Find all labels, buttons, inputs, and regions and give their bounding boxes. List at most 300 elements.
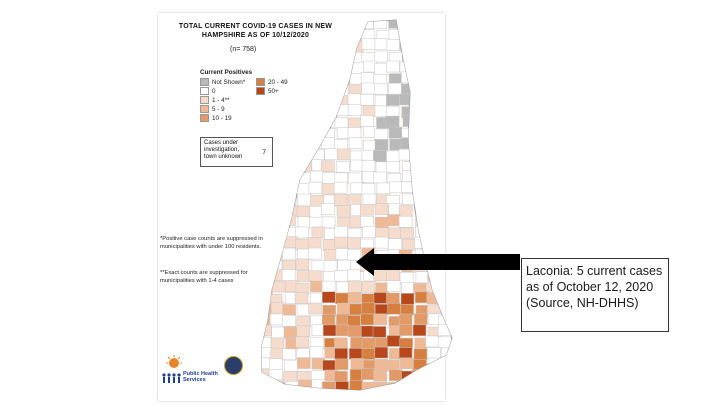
town-cell: [426, 105, 439, 116]
town-cell: [336, 29, 349, 40]
town-cell: [414, 17, 427, 28]
town-cell: [427, 293, 440, 304]
town-cell: [387, 281, 400, 292]
town-cell: [453, 206, 466, 217]
town-cell: [297, 106, 310, 117]
town-cell: [426, 183, 439, 194]
town-cell: [271, 182, 284, 193]
town-cell: [349, 138, 362, 149]
town-cell: [414, 193, 427, 204]
town-cell: [416, 272, 429, 283]
town-cell: [337, 149, 350, 160]
town-cell: [285, 381, 298, 392]
legend-label: 0: [212, 87, 216, 95]
town-cell: [414, 50, 427, 61]
town-cell: [335, 371, 348, 382]
town-cell: [427, 348, 440, 359]
town-cell: [399, 149, 412, 160]
logo-text: Public Health Services: [183, 371, 218, 383]
town-cell: [349, 84, 362, 95]
note-suppressed: *Positive case counts are suppressed in municipalities with under 100 residents.: [160, 236, 263, 250]
town-cell: [401, 228, 414, 239]
town-cell: [282, 215, 295, 226]
town-cell: [402, 182, 415, 193]
legend-label: 20 - 49: [268, 78, 288, 86]
town-cell: [454, 73, 467, 84]
town-cell: [413, 325, 426, 336]
town-cell: [441, 150, 454, 161]
pointer-arrow-shaft: [372, 254, 520, 270]
town-cell: [271, 338, 284, 349]
town-cell: [349, 173, 362, 184]
town-cell: [259, 259, 272, 270]
town-cell: [350, 41, 363, 52]
town-cell: [350, 304, 363, 315]
town-cell: [412, 369, 425, 380]
town-cell: [428, 18, 441, 29]
town-cell: [439, 228, 452, 239]
town-cell: [453, 52, 466, 63]
town-cell: [297, 184, 310, 195]
town-cell: [439, 139, 452, 150]
town-cell: [257, 183, 270, 194]
town-cell: [271, 349, 284, 360]
town-cell: [453, 118, 466, 129]
town-cell: [271, 39, 284, 50]
town-cell: [415, 162, 428, 173]
town-cell: [452, 358, 465, 369]
town-cell: [334, 72, 347, 83]
town-cell: [429, 150, 442, 161]
town-cell: [283, 161, 296, 172]
town-cell: [322, 217, 335, 228]
town-cell: [258, 18, 271, 29]
town-cell: [439, 195, 452, 206]
town-cell: [348, 237, 361, 248]
town-cell: [282, 349, 295, 360]
town-cell: [438, 117, 451, 128]
town-cell: [414, 39, 427, 50]
state-seal-icon: [224, 356, 243, 375]
town-cell: [295, 227, 308, 238]
town-cell: [386, 116, 399, 127]
town-cell: [334, 52, 347, 63]
town-cell: [452, 217, 465, 228]
town-cell: [374, 18, 387, 29]
town-cell: [297, 358, 310, 369]
town-cell: [427, 51, 440, 62]
town-cell: [297, 326, 310, 337]
town-cell: [403, 116, 416, 127]
town-cell: [337, 205, 350, 216]
note-exact: **Exact counts are suppressed for municipalities with 1-4 cases: [160, 270, 248, 284]
town-cell: [362, 184, 375, 195]
town-cell: [426, 73, 439, 84]
town-cell: [453, 304, 466, 315]
town-cell: [452, 182, 465, 193]
town-cell: [296, 337, 309, 348]
town-cell: [412, 149, 425, 160]
town-cell: [453, 106, 466, 117]
town-cell: [387, 39, 400, 50]
town-cell: [403, 51, 416, 62]
town-cell: [272, 28, 285, 39]
town-cell: [297, 61, 310, 72]
pointer-arrow-icon: [356, 248, 374, 276]
town-cell: [351, 160, 364, 171]
legend-label: 50+: [268, 87, 279, 95]
town-cell: [454, 129, 467, 140]
town-cell: [374, 129, 387, 140]
town-cell: [286, 39, 299, 50]
town-cell: [348, 94, 361, 105]
town-cell: [258, 41, 271, 52]
town-cell: [350, 337, 363, 348]
town-cell: [414, 127, 427, 138]
town-cell: [429, 205, 442, 216]
town-cell: [349, 348, 362, 359]
town-cell: [389, 17, 402, 28]
town-cell: [399, 325, 412, 336]
town-cell: [284, 327, 297, 338]
town-cell: [451, 282, 464, 293]
town-cell: [284, 28, 297, 39]
town-cell: [309, 182, 322, 193]
town-cell: [389, 370, 402, 381]
town-cell: [297, 17, 310, 28]
town-cell: [386, 293, 399, 304]
town-cell: [325, 149, 338, 160]
town-cell: [322, 382, 335, 393]
town-cell: [270, 380, 283, 391]
town-cell: [454, 95, 467, 106]
town-cell: [325, 51, 338, 62]
town-cell: [438, 29, 451, 40]
town-cell: [296, 41, 309, 52]
town-cell: [297, 206, 310, 217]
town-cell: [269, 194, 282, 205]
town-cell: [386, 61, 399, 72]
legend-item: [256, 78, 296, 86]
town-cell: [438, 215, 451, 226]
town-cell: [336, 161, 349, 172]
town-cell: [335, 85, 348, 96]
map-legend: [200, 69, 295, 124]
town-cell: [425, 173, 438, 184]
town-cell: [270, 18, 283, 29]
town-cell: [415, 139, 428, 150]
laconia-callout: Laconia: 5 current cases as of October 12, 2020 (Source, NH-DHHS): [521, 258, 669, 332]
town-cell: [362, 303, 375, 314]
town-cell: [311, 41, 324, 52]
town-cell: [298, 217, 311, 228]
town-cell: [324, 105, 337, 116]
town-cell: [374, 270, 387, 281]
town-cell: [454, 140, 467, 151]
town-cell: [361, 314, 374, 325]
town-cell: [442, 61, 455, 72]
town-cell: [402, 84, 415, 95]
town-cell: [310, 171, 323, 182]
town-cell: [312, 28, 325, 39]
town-cell: [323, 239, 336, 250]
town-cell: [402, 282, 415, 293]
town-cell: [322, 83, 335, 94]
town-cell: [310, 347, 323, 358]
legend-item: [256, 87, 296, 95]
town-cell: [361, 116, 374, 127]
town-cell: [388, 83, 401, 94]
town-cell: [441, 294, 454, 305]
legend-swatch: [200, 96, 209, 104]
town-cell: [282, 50, 295, 61]
town-cell: [374, 172, 387, 183]
town-cell: [401, 293, 414, 304]
town-cell: [312, 129, 325, 140]
town-cell: [442, 360, 455, 371]
legend-swatch: [200, 105, 209, 113]
town-cell: [337, 303, 350, 314]
legend-item: [256, 96, 296, 104]
town-cell: [377, 183, 390, 194]
town-cell: [298, 128, 311, 139]
town-cell: [312, 227, 325, 238]
town-cell: [363, 194, 376, 205]
town-cell: [283, 138, 296, 149]
town-cell: [426, 336, 439, 347]
town-cell: [334, 271, 347, 282]
town-cell: [269, 359, 282, 370]
town-cell: [363, 140, 376, 151]
town-cell: [428, 160, 441, 171]
town-cell: [440, 95, 453, 106]
town-cell: [442, 107, 455, 118]
town-cell: [360, 204, 373, 215]
town-cell: [336, 325, 349, 336]
town-cell: [416, 226, 429, 237]
town-cell: [362, 83, 375, 94]
town-cell: [337, 282, 350, 293]
town-cell: [282, 270, 295, 281]
town-cell: [309, 248, 322, 259]
town-cell: [256, 358, 269, 369]
town-cell: [310, 206, 323, 217]
town-cell: [361, 326, 374, 337]
legend-swatch: [256, 78, 265, 86]
town-cell: [416, 107, 429, 118]
town-cell: [334, 237, 347, 248]
town-cell: [259, 380, 272, 391]
town-cell: [310, 281, 323, 292]
town-cell: [386, 95, 399, 106]
town-cell: [401, 304, 414, 315]
town-cell: [400, 62, 413, 73]
legend-swatch: [200, 114, 209, 122]
town-cell: [388, 239, 401, 250]
town-cell: [390, 182, 403, 193]
town-cell: [308, 118, 321, 129]
town-cell: [325, 74, 338, 85]
town-cell: [348, 30, 361, 41]
town-cell: [299, 380, 312, 391]
town-cell: [323, 61, 336, 72]
town-cell: [361, 369, 374, 380]
town-cell: [309, 217, 322, 228]
town-cell: [375, 217, 388, 228]
town-cell: [416, 171, 429, 182]
town-cell: [362, 161, 375, 172]
legend-swatch: [200, 78, 209, 86]
town-cell: [413, 29, 426, 40]
town-cell: [414, 349, 427, 360]
town-cell: [362, 338, 375, 349]
town-cell: [272, 173, 285, 184]
town-cell: [312, 74, 325, 85]
town-cell: [438, 325, 451, 336]
town-cell: [452, 228, 465, 239]
town-cell: [427, 94, 440, 105]
town-cell: [309, 303, 322, 314]
town-cell: [387, 336, 400, 347]
town-cell: [399, 206, 412, 217]
town-cell: [334, 39, 347, 50]
town-cell: [402, 380, 415, 391]
town-cell: [388, 382, 401, 393]
town-cell: [375, 304, 388, 315]
town-cell: [308, 238, 321, 249]
town-cell: [413, 360, 426, 371]
town-cell: [351, 358, 364, 369]
town-cell: [360, 94, 373, 105]
town-cell: [374, 83, 387, 94]
town-cell: [298, 84, 311, 95]
town-cell: [427, 195, 440, 206]
town-cell: [324, 260, 337, 271]
town-cell: [283, 305, 296, 316]
town-cell: [258, 206, 271, 217]
town-cell: [311, 149, 324, 160]
town-cell: [272, 238, 285, 249]
town-cell: [336, 382, 349, 393]
town-cell: [348, 105, 361, 116]
town-cell: [401, 138, 414, 149]
town-cell: [414, 314, 427, 325]
town-cell: [454, 381, 467, 392]
legend-item: [200, 105, 256, 113]
town-cell: [373, 326, 386, 337]
town-cell: [386, 162, 399, 173]
town-cell: [375, 139, 388, 150]
town-cell: [362, 281, 375, 292]
town-cell: [361, 216, 374, 227]
town-cell: [322, 281, 335, 292]
town-cell: [453, 160, 466, 171]
town-cell: [375, 359, 388, 370]
town-cell: [425, 84, 438, 95]
town-cell: [428, 62, 441, 73]
town-cell: [439, 205, 452, 216]
case-count: (n= 758): [230, 46, 257, 53]
town-cell: [403, 171, 416, 182]
town-cell: [284, 371, 297, 382]
legend-label: 1 - 4**: [212, 96, 230, 104]
town-cell: [309, 271, 322, 282]
town-cell: [428, 129, 441, 140]
legend-title: Current Positives: [200, 69, 253, 76]
town-cell: [373, 151, 386, 162]
town-cell: [453, 327, 466, 338]
town-cell: [361, 73, 374, 84]
town-cell: [273, 206, 286, 217]
town-cell: [400, 39, 413, 50]
town-cell: [336, 18, 349, 29]
town-cell: [454, 40, 467, 51]
town-cell: [335, 348, 348, 359]
town-cell: [295, 293, 308, 304]
town-cell: [454, 336, 467, 347]
town-cell: [375, 63, 388, 74]
town-cell: [428, 140, 441, 151]
town-cell: [389, 127, 402, 138]
town-cell: [453, 348, 466, 359]
town-cell: [413, 61, 426, 72]
town-cell: [285, 171, 298, 182]
town-cell: [311, 107, 324, 118]
town-cell: [296, 95, 309, 106]
town-cell: [399, 28, 412, 39]
town-cell: [441, 52, 454, 63]
town-cell: [362, 150, 375, 161]
town-cell: [428, 28, 441, 39]
town-cell: [258, 337, 271, 348]
town-cell: [441, 238, 454, 249]
town-cell: [335, 226, 348, 237]
town-cell: [426, 369, 439, 380]
town-cell: [455, 314, 468, 325]
town-cell: [324, 39, 337, 50]
town-cell: [441, 348, 454, 359]
town-cell: [282, 19, 295, 30]
town-cell: [439, 369, 452, 380]
town-cell: [387, 270, 400, 281]
town-cell: [270, 50, 283, 61]
town-cell: [389, 29, 402, 40]
town-cell: [258, 195, 271, 206]
town-cell: [272, 129, 285, 140]
town-cell: [440, 161, 453, 172]
town-cell: [375, 51, 388, 62]
town-cell: [362, 39, 375, 50]
town-cell: [335, 63, 348, 74]
legend-item: [200, 87, 256, 95]
town-cell: [425, 40, 438, 51]
town-cell: [311, 293, 324, 304]
town-cell: [325, 95, 338, 106]
legend-swatch: [200, 87, 209, 95]
town-cell: [296, 50, 309, 61]
town-cell: [416, 73, 429, 84]
town-cell: [285, 360, 298, 371]
town-cell: [322, 173, 335, 184]
legend-item: [200, 96, 256, 104]
town-cell: [285, 183, 298, 194]
town-cell: [388, 303, 401, 314]
town-cell: [412, 94, 425, 105]
legend-label: 5 - 9: [212, 105, 225, 113]
town-cell: [454, 369, 467, 380]
town-cell: [400, 358, 413, 369]
town-cell: [402, 194, 415, 205]
